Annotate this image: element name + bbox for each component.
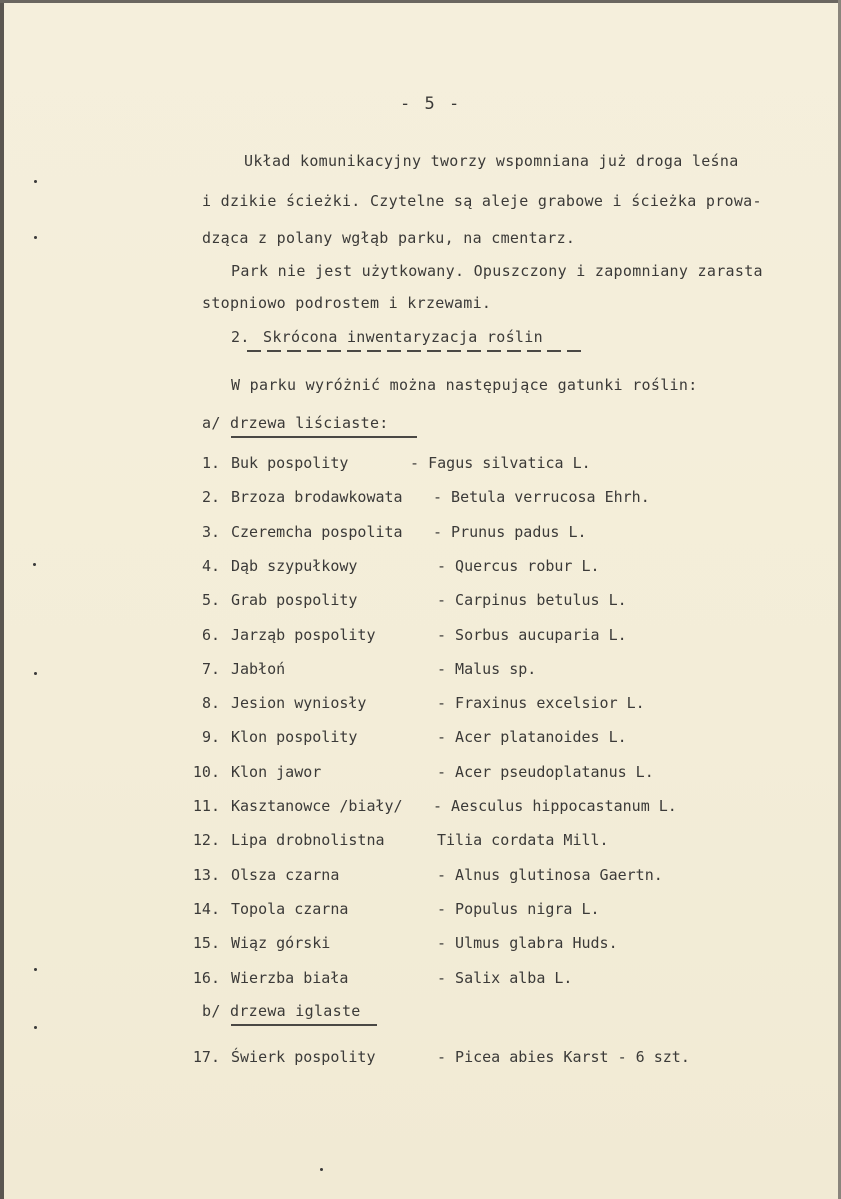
species-intro: W parku wyróżnić można następujące gatunki roślin: [231, 376, 698, 394]
species-number: 16. [192, 968, 220, 987]
species-latin-name: - Prunus padus L. [433, 522, 587, 541]
species-latin-name: - Acer pseudoplatanus L. [437, 762, 654, 781]
species-latin-name: - Acer platanoides L. [437, 728, 627, 747]
species-number: 7. [201, 659, 220, 678]
species-polish-name: Klon jawor [231, 762, 322, 781]
species-number: 5. [201, 591, 220, 610]
species-number: 6. [201, 625, 220, 644]
species-polish-name: Jabłoń [231, 659, 286, 678]
species-number: 11. [192, 797, 220, 815]
species-latin-name: - Salix alba L. [437, 968, 573, 987]
species-polish-name: Olsza czarna [231, 865, 340, 884]
species-polish-name: Grab pospolity [231, 591, 358, 610]
species-number: 12. [192, 831, 220, 850]
species-number: 15. [192, 934, 220, 953]
section-title-underline [247, 350, 587, 352]
species-number: 14. [192, 899, 220, 918]
paragraph-2-line-1: Park nie jest użytkowany. Opuszczony i zapomniany zarasta [231, 262, 763, 280]
species-polish-name: Kasztanowce /biały/ [231, 797, 403, 815]
margin-mark [320, 1168, 323, 1171]
species-latin-name: - Sorbus aucuparia L. [437, 625, 627, 644]
species-polish-name: Świerk pospolity [231, 1048, 376, 1066]
page-number: - 5 - [400, 94, 462, 114]
margin-mark [34, 1026, 37, 1029]
species-polish-name: Topola czarna [231, 899, 349, 918]
species-latin-name: - Betula verrucosa Ehrh. [433, 488, 650, 507]
species-number: 3. [201, 522, 220, 541]
species-latin-name: - Malus sp. [437, 659, 537, 678]
species-number: 4. [201, 556, 220, 575]
species-latin-name: - Picea abies Karst - 6 szt. [437, 1048, 690, 1066]
species-latin-name: - Quercus robur L. [437, 556, 600, 575]
margin-mark [34, 672, 37, 675]
species-number: 1. [201, 454, 220, 472]
species-latin-name: - Fagus silvatica L. [392, 454, 591, 472]
species-polish-name: Klon pospolity [231, 728, 358, 747]
species-polish-name: Wierzba biała [231, 968, 349, 987]
margin-mark [33, 563, 36, 566]
section-number: 2. [231, 328, 250, 346]
species-latin-name: - Carpinus betulus L. [437, 591, 627, 610]
species-number: 17. [192, 1048, 220, 1066]
paragraph-1-line-2: i dzikie ścieżki. Czytelne są aleje grabowe i ścieżka prowa- [202, 192, 762, 210]
species-latin-name: - Ulmus glabra Huds. [437, 934, 618, 953]
group-a-heading: a/ drzewa liściaste: [202, 414, 389, 432]
species-number: 13. [192, 865, 220, 884]
paragraph-2-line-2: stopniowo podrostem i krzewami. [202, 294, 492, 312]
species-latin-name: - Aesculus hippocastanum L. [433, 797, 677, 815]
species-polish-name: Brzoza brodawkowata [231, 488, 403, 507]
page-left-edge [0, 0, 4, 1199]
species-polish-name: Jarząb pospolity [231, 625, 376, 644]
species-polish-name: Buk pospolity [231, 454, 349, 472]
section-title: Skrócona inwentaryzacja roślin [263, 328, 543, 346]
margin-mark [34, 236, 37, 239]
page-top-edge [0, 0, 841, 3]
species-polish-name: Jesion wyniosły [231, 694, 367, 713]
group-a-underline [231, 436, 417, 438]
species-latin-name: - Fraxinus excelsior L. [437, 694, 645, 713]
species-polish-name: Czeremcha pospolita [231, 522, 403, 541]
paragraph-1-line-1: Układ komunikacyjny tworzy wspomniana już droga leśna [244, 152, 739, 170]
species-polish-name: Lipa drobnolistna [231, 831, 385, 850]
group-b-underline [231, 1024, 377, 1026]
species-latin-name: Tilia cordata Mill. [437, 831, 609, 850]
species-number: 9. [201, 728, 220, 747]
paragraph-1-line-3: dząca z polany wgłąb parku, na cmentarz. [202, 229, 576, 247]
species-polish-name: Dąb szypułkowy [231, 556, 358, 575]
species-number: 2. [201, 488, 220, 507]
species-number: 10. [192, 762, 220, 781]
species-latin-name: - Alnus glutinosa Gaertn. [437, 865, 663, 884]
species-latin-name: - Populus nigra L. [437, 899, 600, 918]
margin-mark [34, 968, 37, 971]
species-number: 8. [201, 694, 220, 713]
margin-mark [34, 180, 37, 183]
group-b-heading: b/ drzewa iglaste [202, 1002, 361, 1020]
species-polish-name: Wiąz górski [231, 934, 331, 953]
